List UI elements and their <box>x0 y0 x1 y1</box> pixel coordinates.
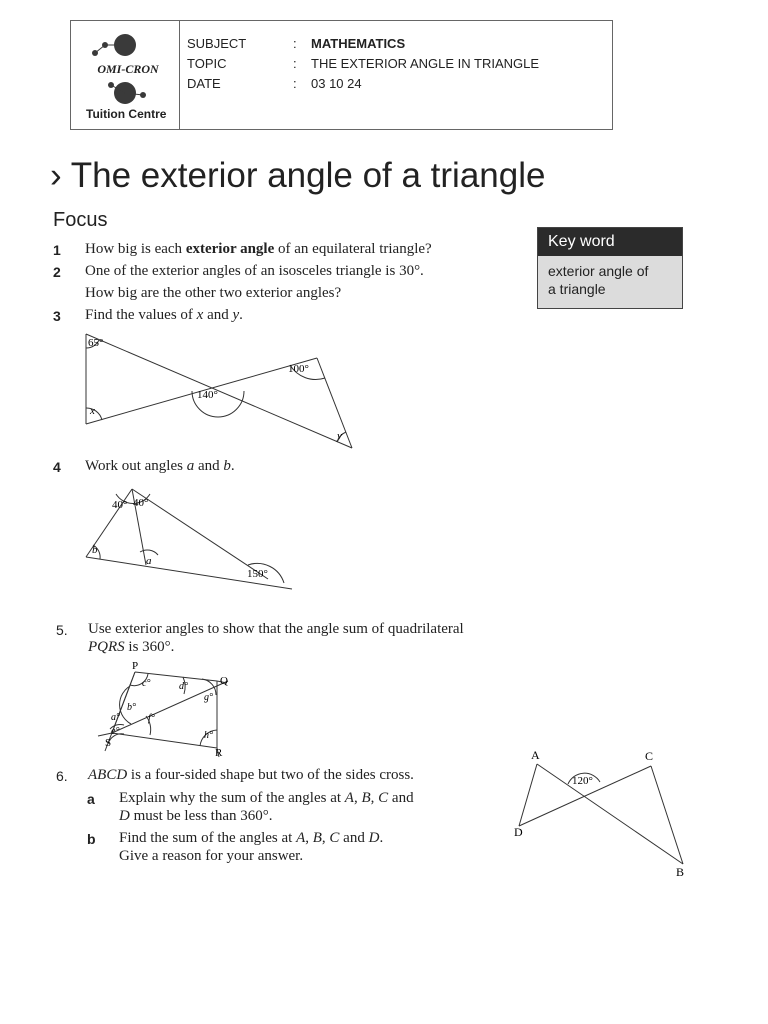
q6a-line1 <box>119 790 414 807</box>
q6a-sep2: , <box>370 790 379 806</box>
q6a-line1-post: and <box>388 790 414 806</box>
q6-label-d: D <box>514 825 523 839</box>
q3-var-y-label: y <box>337 430 342 442</box>
q6-label-b: B <box>676 865 685 879</box>
q6b-line1-pre: Find the sum of the angles at <box>119 830 297 846</box>
q3-angle-65: 65° <box>88 337 104 349</box>
topic-value: THE EXTERIOR ANGLE IN TRIANGLE <box>311 56 540 71</box>
date-label: DATE <box>187 76 221 91</box>
q5-label-q: Q <box>220 675 228 687</box>
q2-number: 2 <box>53 264 61 280</box>
q5-angle-g: g° <box>204 692 213 703</box>
keyword-heading: Key word <box>538 228 682 256</box>
q4-number: 4 <box>53 459 61 475</box>
q4-angle-150: 150° <box>247 568 268 580</box>
q6a-line1-pre: Explain why the sum of the angles at <box>119 790 345 806</box>
q6a-label: a <box>87 791 95 807</box>
q6b-var-a: A <box>296 830 306 846</box>
q4-angle-40-left: 40° <box>112 499 128 511</box>
q6b-line2: Give a reason for your answer. <box>119 848 304 864</box>
q2-line2: How big are the other two exterior angles? <box>85 285 342 301</box>
q4-text <box>85 458 235 475</box>
header-divider <box>179 21 180 129</box>
q6a-var-c: C <box>378 790 389 806</box>
subject-value: MATHEMATICS <box>311 36 406 51</box>
subject-colon: : <box>293 36 297 51</box>
q3-text-post: . <box>239 307 243 323</box>
q4-text-mid: and <box>194 458 224 474</box>
q5-number: 5. <box>56 622 68 638</box>
date-value: 03 10 24 <box>311 76 362 91</box>
topic-label: TOPIC <box>187 56 227 71</box>
q1-text-pre: How big is each <box>85 241 186 257</box>
q4-text-post: . <box>230 458 235 474</box>
keyword-term <box>548 262 676 298</box>
title-marker-icon: › <box>50 156 62 195</box>
date-colon: : <box>293 76 297 91</box>
q2-line1: One of the exterior angles of an isosceles triangle is 30°. <box>85 263 424 279</box>
q5-angle-h: h° <box>204 730 213 741</box>
q3-figure <box>80 330 370 455</box>
q1-text <box>85 241 432 258</box>
logo-text: OMI-CRON <box>97 62 159 76</box>
keyword-term-line2: a triangle <box>548 281 606 297</box>
q6b-and: and <box>339 830 369 846</box>
q1-keyword: exterior angle <box>185 241 275 257</box>
q5-line2 <box>88 639 174 656</box>
page-title <box>50 156 545 196</box>
q3-var-x: x <box>196 307 204 323</box>
q3-angle-140: 140° <box>197 389 218 401</box>
q4-var-b-label: b <box>92 544 98 556</box>
q5-angle-d: d° <box>179 681 188 692</box>
header-box <box>70 20 613 130</box>
q3-angle-100: 100° <box>288 363 309 375</box>
q3-text-mid: and <box>203 307 233 323</box>
q6b-var-c: C <box>329 830 340 846</box>
q5-line1: Use exterior angles to show that the angle sum of quadrilateral <box>88 621 464 637</box>
q5-angle-e: e° <box>111 726 120 737</box>
q5-angle-f: f° <box>148 713 155 724</box>
q6-label-c: C <box>645 749 654 763</box>
q6b-line1 <box>119 830 383 847</box>
q4-angle-40-right: 40° <box>133 497 149 509</box>
q6a-var-a: A <box>344 790 354 806</box>
q5-angle-b: b° <box>127 702 136 713</box>
q3-var-y: y <box>232 307 240 323</box>
logo-subtitle: Tuition Centre <box>86 107 167 121</box>
q6-abcd: ABCD <box>88 767 128 783</box>
q4-figure <box>80 485 300 595</box>
q5-label-r: R <box>215 747 223 759</box>
subject-label: SUBJECT <box>187 36 247 51</box>
q6-angle-120: 120° <box>572 775 593 787</box>
focus-heading: Focus <box>53 209 108 231</box>
q5-pqrs: PQRS <box>88 639 125 655</box>
q3-text <box>85 307 243 324</box>
keyword-term-line1: exterior angle of <box>548 263 649 279</box>
topic-colon: : <box>293 56 297 71</box>
q4-text-pre: Work out angles <box>85 458 187 474</box>
q5-line2-rest: is 360°. <box>124 639 175 655</box>
q1-number: 1 <box>53 242 61 258</box>
q3-var-x-label: x <box>90 405 95 417</box>
q6-number: 6. <box>56 768 68 784</box>
q6b-sep1: , <box>305 830 313 846</box>
q6-text-rest: is a four-sided shape but two of the sides cross. <box>127 767 414 783</box>
q4-var-a: a <box>186 458 195 474</box>
q6b-line1-post: . <box>379 830 384 846</box>
q5-label-s: S <box>105 737 112 749</box>
q3-number: 3 <box>53 308 61 324</box>
q6b-label: b <box>87 831 96 847</box>
q6a-var-d: D <box>119 808 130 824</box>
q6-text <box>88 767 414 784</box>
q6a-line2-post: must be less than 360°. <box>129 808 273 824</box>
q5-angle-a: a° <box>111 712 120 723</box>
q6-label-a: A <box>531 748 540 762</box>
q6b-var-d: D <box>368 830 380 846</box>
q6a-var-b: B <box>361 790 371 806</box>
q5-figure <box>80 657 240 760</box>
q3-text-pre: Find the values of <box>85 307 197 323</box>
q6a-line2 <box>119 808 273 825</box>
title-text: The exterior angle of a triangle <box>70 156 546 195</box>
q5-label-p: P <box>132 660 139 672</box>
keyword-box <box>537 227 683 309</box>
q6b-var-b: B <box>312 830 322 846</box>
q6b-sep2: , <box>321 830 330 846</box>
q4-var-b: b <box>223 458 231 474</box>
q1-text-post: of an equilateral triangle? <box>274 241 432 257</box>
q5-angle-c: c° <box>142 678 151 689</box>
q4-var-a-label: a <box>146 555 152 567</box>
q6a-sep1: , <box>353 790 362 806</box>
q6-figure <box>505 744 695 884</box>
omicron-logo-icon <box>83 29 173 109</box>
